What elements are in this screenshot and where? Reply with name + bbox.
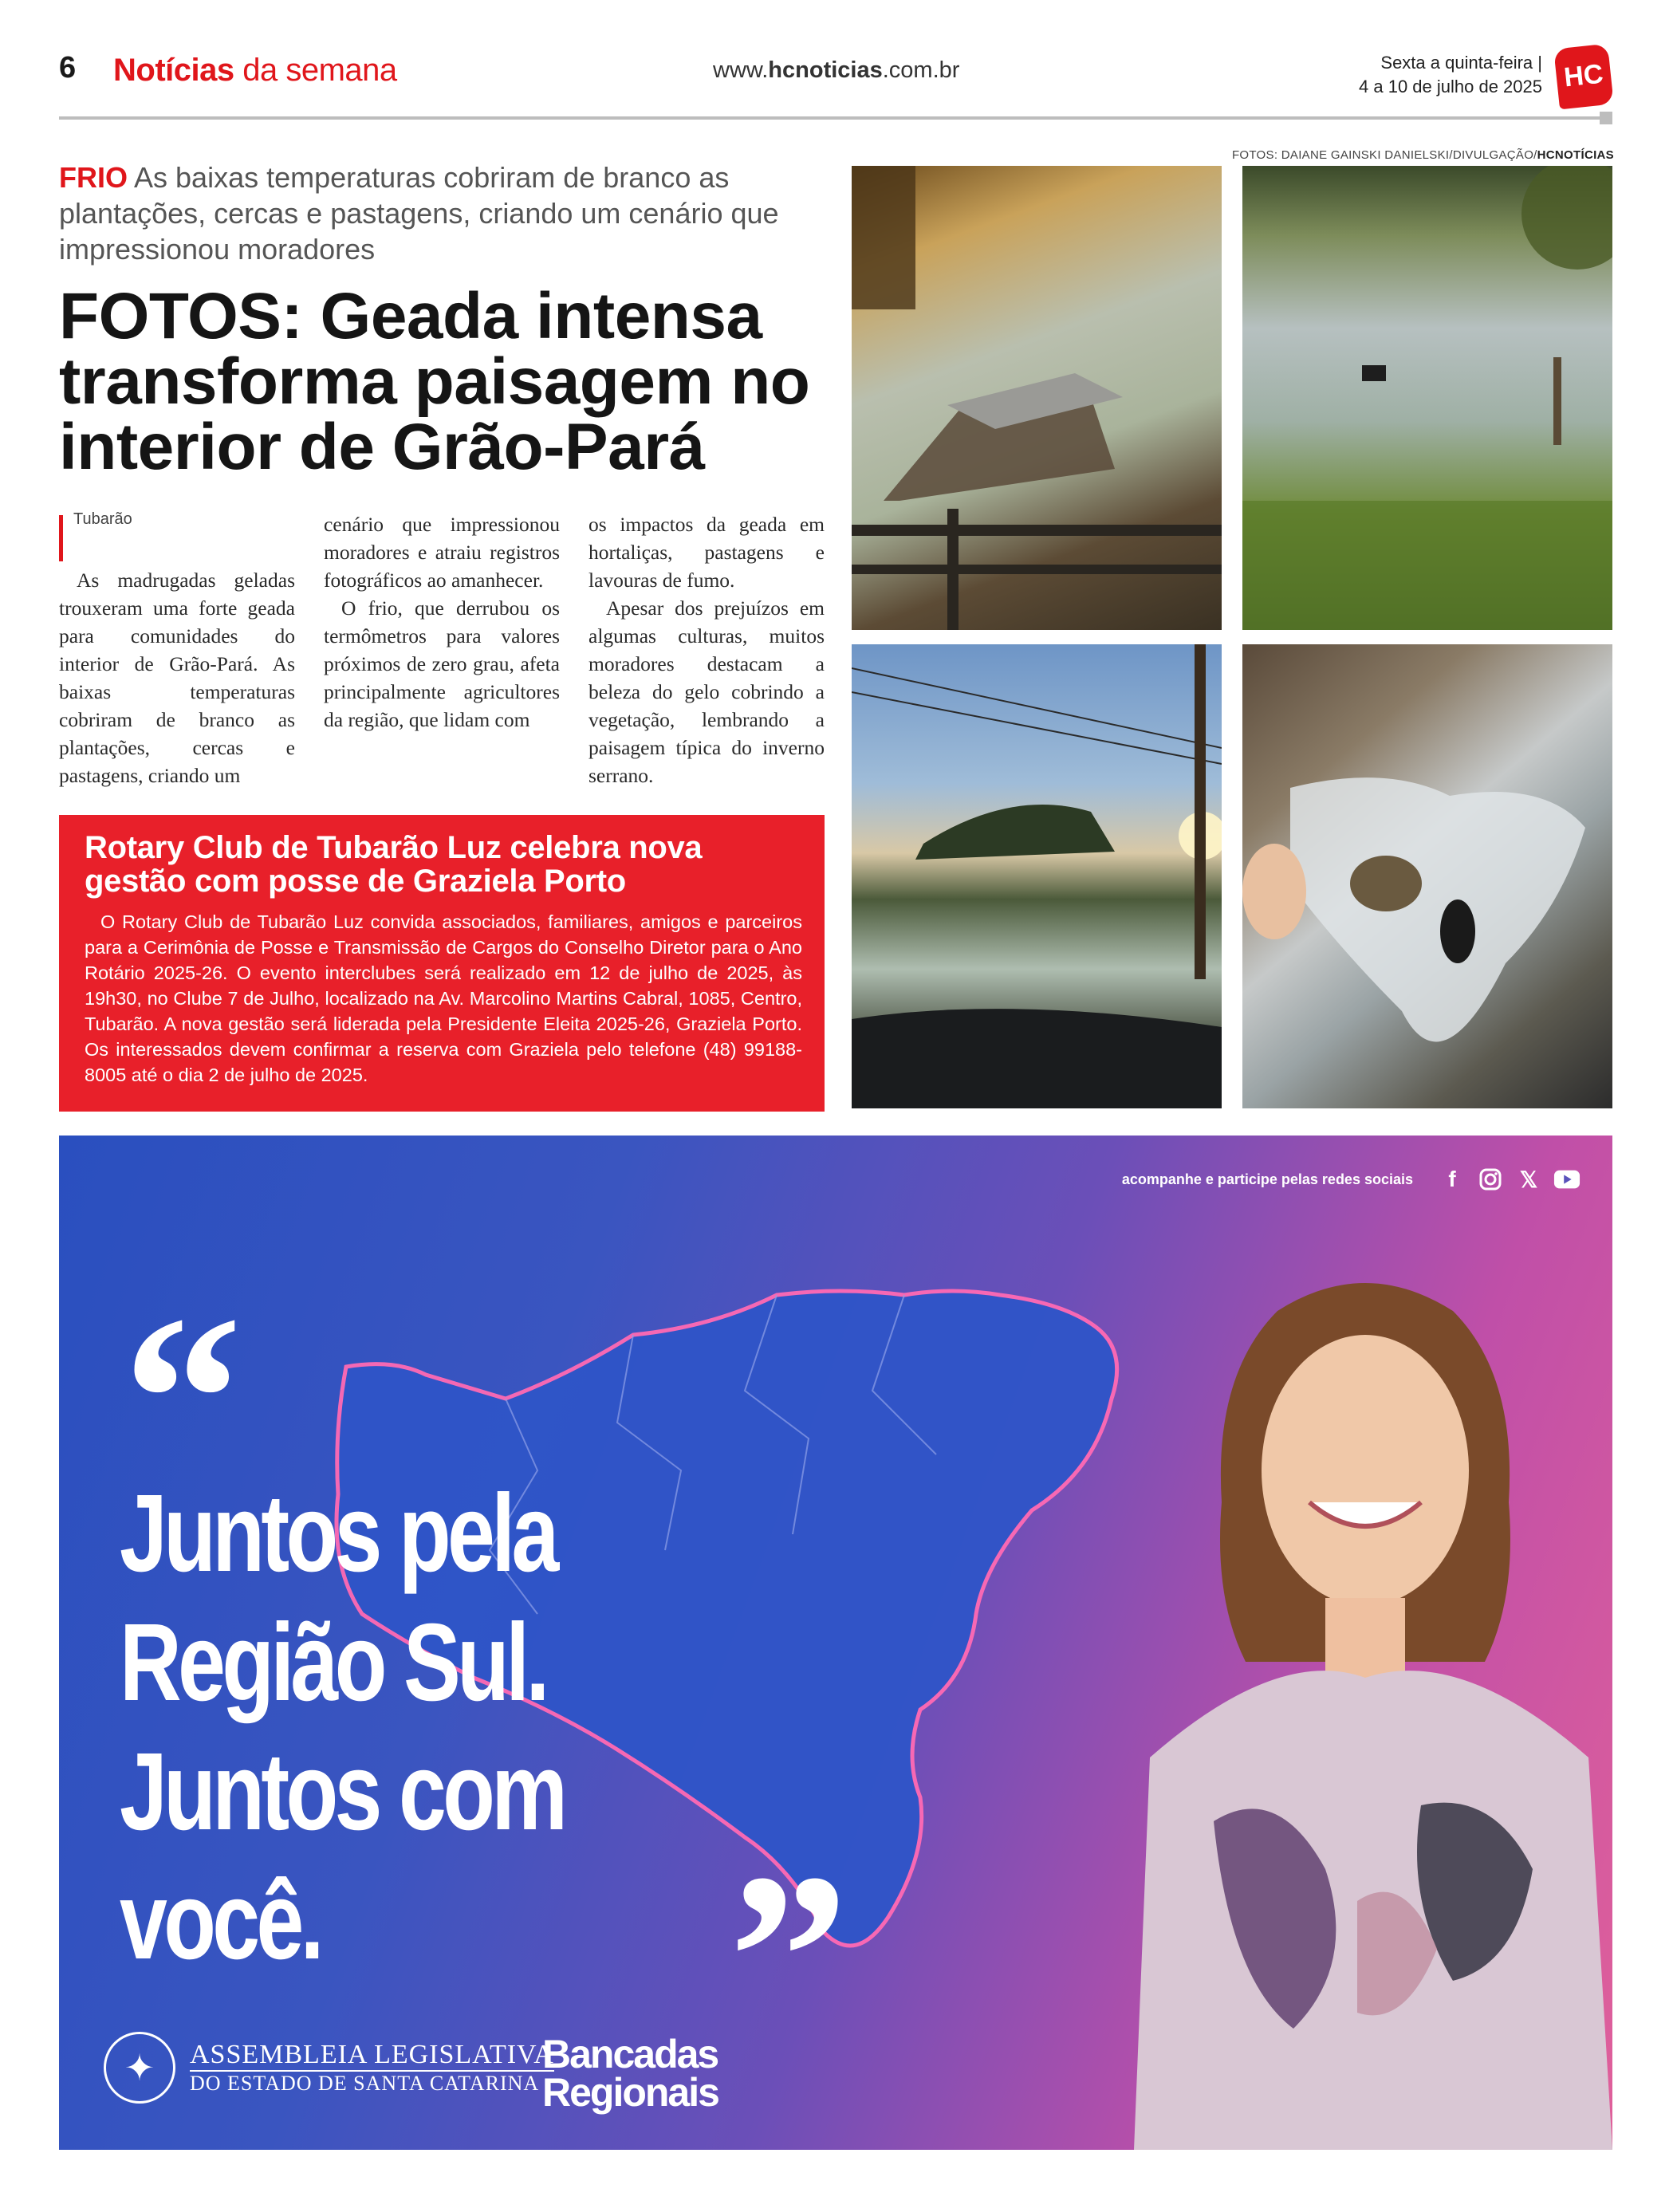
photo-frosted-pasture-art (1242, 166, 1612, 630)
org-name-line1: ASSEMBLEIA LEGISLATIVA (190, 2040, 554, 2072)
photo-frosted-shed-art (852, 166, 1222, 630)
photo-credit-prefix: FOTOS: DAIANE GAINSKI DANIELSKI/DIVULGAÇÃO/ (1231, 148, 1537, 162)
site-url-prefix: www. (713, 57, 769, 83)
x-icon[interactable]: 𝕏 (1519, 1167, 1538, 1192)
section-title (113, 53, 397, 89)
article-paragraph: O frio, que derrubou os termômetros para valores próximos de zero grau, afeta principalmente agricultores da região, que lidam com (324, 596, 560, 731)
article-location: Tubarão (73, 510, 132, 528)
state-seal-icon: ✦ (104, 2032, 175, 2104)
slogan-line: Juntos pela (120, 1472, 556, 1595)
close-quote-mark: ” (729, 1824, 848, 2089)
rotary-body: O Rotary Club de Tubarão Luz convida associados, familiares, amigos e parceiros para a Cerimônia de Posse e Transmissão de Cargos do Conselho Diretor para o Ano Rotário 2025-26. O evento interclubes será realizado em 12 de julho de 2025, às 19h30, no Clube 7 de Julho, localizado na Av. Marcolino Martins Cabral, 1085, Centro, Tubarão. A nova gestão será liderada pela Presidente Eleita 2025-26, Graziela Porto. Os interessados devem confirmar a reserva com Graziela pelo telefone (48) 99188-8005 até o dia 2 de julho de 2025. (85, 911, 802, 1085)
photo-credit-bold: HCNOTÍCIAS (1537, 148, 1614, 162)
kicker-text: As baixas temperaturas cobriram de branco as plantações, cercas e pastagens, criando um cenário que impressionou moradores (59, 161, 779, 266)
page-number: 6 (59, 51, 77, 85)
bancadas-regionais-logo (542, 2032, 718, 2115)
rotary-notice-box (59, 815, 825, 1112)
edition-dates: 4 a 10 de julho de 2025 (1359, 77, 1542, 96)
kicker-tag: FRIO (59, 161, 128, 194)
photo-ice-in-hand[interactable] (1242, 644, 1612, 1108)
location-marker (59, 515, 63, 561)
photo-ice-in-hand-art (1242, 644, 1612, 1108)
article-column-3 (589, 510, 825, 789)
photo-frosted-shed[interactable] (852, 166, 1222, 630)
rotary-title: Rotary Club de Tubarão Luz celebra nova gestão com posse de Graziela Porto (85, 830, 703, 899)
site-url-bold: hcnoticias (768, 57, 883, 83)
ad-slogan (120, 1469, 742, 1986)
brand-line2: Regionais (542, 2070, 718, 2115)
section-title-rest: da semana (234, 53, 397, 88)
hc-logo: HC (1553, 44, 1614, 110)
article-paragraph: Apesar dos prejuízos em algumas culturas, muitos moradores destacam a beleza do gelo cobrindo a vegetação, lembrando a paisagem típica do inverno serrano. (589, 596, 825, 787)
page-header (59, 46, 1614, 120)
spokesperson-photo (1118, 1263, 1612, 2150)
photo-frosted-pasture[interactable] (1242, 166, 1612, 630)
photo-sunrise-field[interactable] (852, 644, 1222, 1108)
open-quote-mark: “ (123, 1266, 242, 1531)
slogan-line: Região Sul. (120, 1601, 546, 1724)
edition-date (1359, 51, 1542, 99)
alesc-logo (104, 2032, 554, 2104)
photo-credit (1232, 148, 1614, 162)
article-column-2 (324, 510, 560, 734)
header-divider-marker (1600, 112, 1612, 124)
article-paragraph: os impactos da geada em hortaliças, pastagens e lavouras de fumo. (589, 513, 825, 592)
site-url[interactable] (713, 57, 959, 84)
youtube-icon[interactable] (1553, 1166, 1580, 1193)
facebook-icon[interactable]: f (1448, 1167, 1456, 1191)
social-media-bar (1122, 1166, 1580, 1193)
article-kicker (59, 159, 817, 267)
social-label: acompanhe e participe pelas redes sociais (1121, 1171, 1413, 1187)
org-name-line2: DO ESTADO DE SANTA CATARINA (190, 2072, 540, 2095)
header-divider (59, 116, 1612, 120)
advertisement-banner[interactable] (59, 1136, 1612, 2150)
instagram-icon[interactable] (1477, 1166, 1504, 1193)
brand-line1: Bancadas (542, 2032, 718, 2076)
edition-days: Sexta a quinta-feira | (1380, 53, 1542, 73)
slogan-line: Juntos com você. (120, 1730, 565, 1982)
article-paragraph: cenário que impressionou moradores e atraiu registros fotográficos ao amanhecer. (324, 513, 560, 592)
article-column-1 (59, 566, 295, 789)
article-paragraph: As madrugadas geladas trouxeram uma forte geada para comunidades do interior de Grão-Pará. As baixas temperaturas cobriram de branco as plantações, cercas e pastagens, criando um (59, 569, 295, 787)
site-url-suffix: .com.br (882, 57, 960, 83)
section-title-bold: Notícias (113, 53, 234, 88)
article-title: FOTOS: Geada intensa transforma paisagem no interior de Grão-Pará (59, 280, 810, 483)
photo-sunrise-field-art (852, 644, 1222, 1108)
